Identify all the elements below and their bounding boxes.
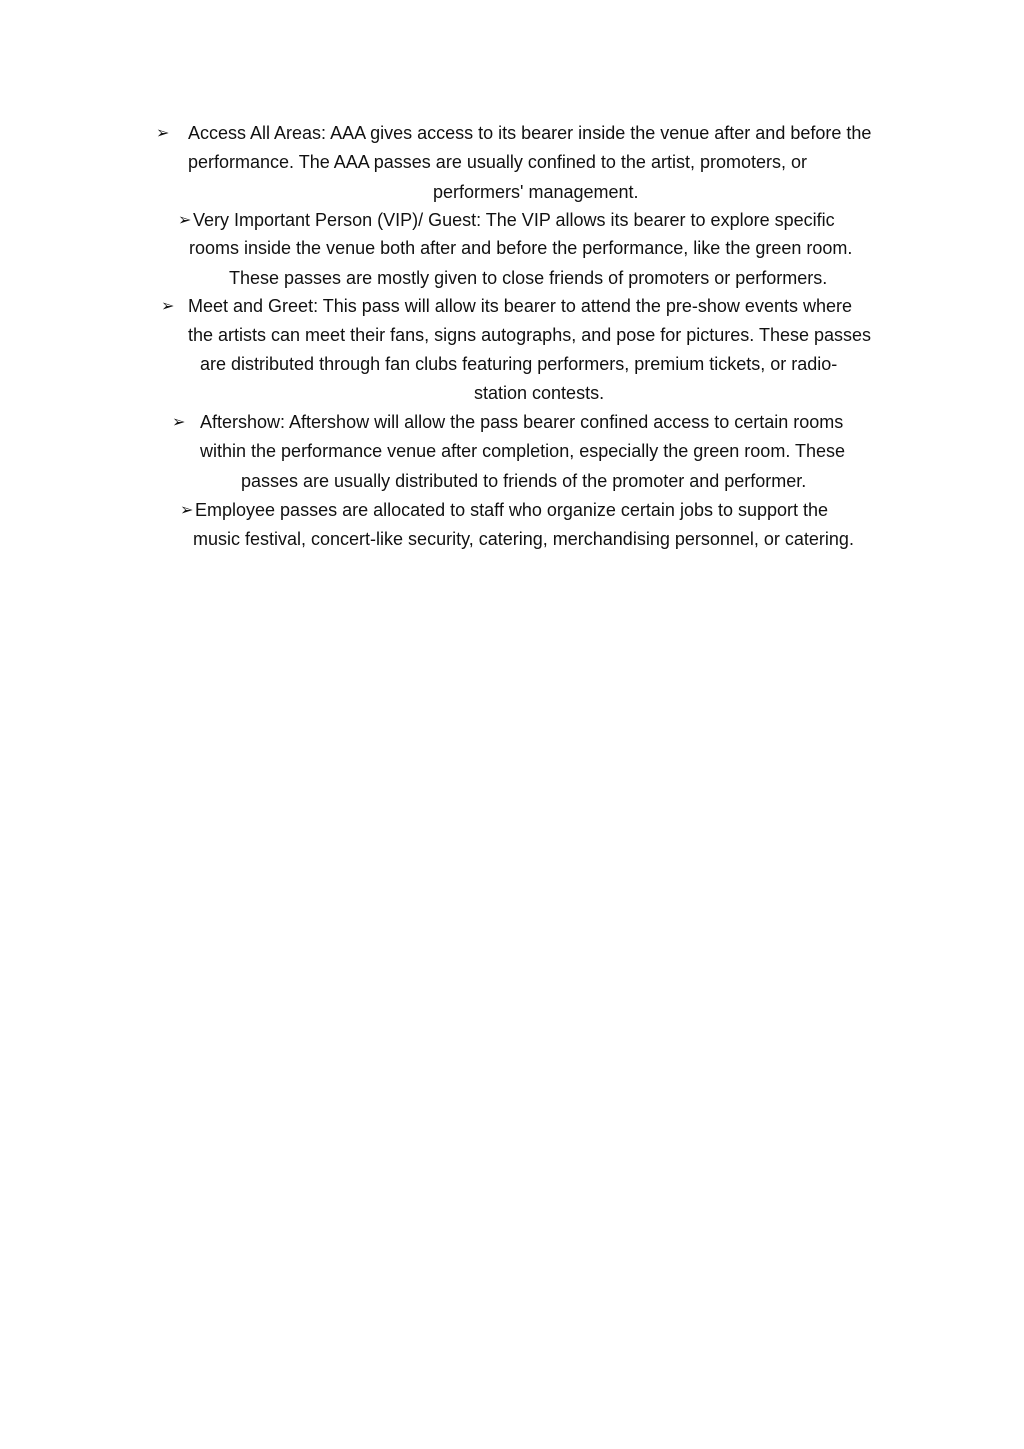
list-item-text-line: station contests. — [474, 383, 605, 403]
list-item-text-line: Meet and Greet: This pass will allow its bearer to attend the pre-show events where — [188, 296, 852, 316]
list-item-text-line: rooms inside the venue both after and before the performance, like the green room. — [189, 238, 853, 258]
arrow-bullet-icon: ➢ — [172, 414, 186, 431]
list-item-text-line: the artists can meet their fans, signs autographs, and pose for pictures. These passes — [188, 325, 872, 345]
list-item-text-line: Employee passes are allocated to staff who organize certain jobs to support the — [195, 500, 829, 520]
arrow-bullet-icon: ➢ — [180, 502, 194, 519]
list-item-text-line: within the performance venue after completion, especially the green room. These — [200, 441, 846, 461]
list-item-text-line: music festival, concert-like security, catering, merchandising personnel, or catering. — [193, 529, 854, 549]
list-item-text-line: Access All Areas: AAA gives access to its bearer inside the venue after and before the — [188, 123, 872, 143]
list-item-text-line: Aftershow: Aftershow will allow the pass bearer confined access to certain rooms — [200, 412, 844, 432]
arrow-bullet-icon: ➢ — [156, 125, 170, 142]
list-item-text-line: are distributed through fan clubs featuring performers, premium tickets, or radio- — [200, 354, 838, 374]
list-item-text-line: These passes are mostly given to close friends of promoters or performers. — [229, 268, 828, 288]
list-item-text-line: performance. The AAA passes are usually confined to the artist, promoters, or — [188, 152, 807, 172]
arrow-bullet-icon: ➢ — [161, 298, 175, 315]
list-item-text-line: Very Important Person (VIP)/ Guest: The VIP allows its bearer to explore specific — [193, 210, 835, 230]
arrow-bullet-icon: ➢ — [178, 212, 192, 229]
list-item-text-line: performers' management. — [433, 182, 639, 202]
list-item-text-line: passes are usually distributed to friends of the promoter and performer. — [241, 471, 807, 491]
